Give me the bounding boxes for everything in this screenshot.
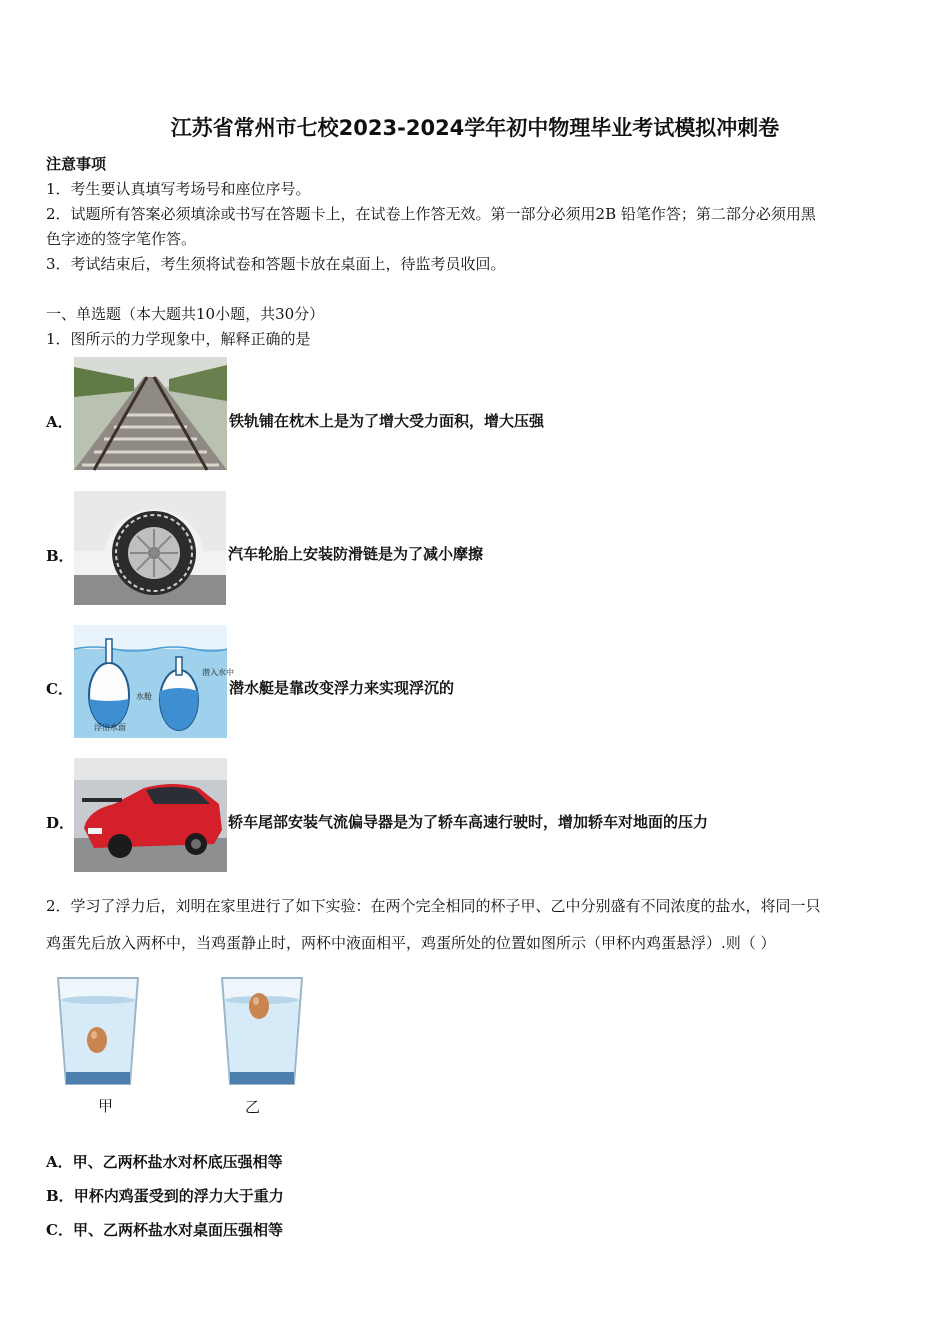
submarine-diagram-image xyxy=(74,625,234,738)
cup-label-yi: 乙 xyxy=(245,1098,261,1116)
label-dive: 潜入水中 xyxy=(202,668,234,677)
cup-jia-image xyxy=(54,972,142,1088)
question-2-stem-line-1: 2．学习了浮力后，刘明在家里进行了如下实验：在两个完全相同的杯子甲、乙中分别盛有不同浓度的盐水，将同一只 xyxy=(46,897,821,915)
option-b-text: 汽车轮胎上安装防滑链是为了减小摩擦 xyxy=(228,545,484,563)
section-heading: 一、单选题（本大题共10小题，共30分） xyxy=(46,305,325,323)
railway-track-image xyxy=(74,357,227,470)
option-d-letter: D． xyxy=(46,814,75,832)
option-b-letter: B． xyxy=(46,547,74,565)
cup-yi-image xyxy=(219,972,305,1088)
option-a-text: 铁轨铺在枕木上是为了增大受力面积，增大压强 xyxy=(229,412,545,430)
option-d-text: 轿车尾部安装气流偏导器是为了轿车高速行驶时，增加轿车对地面的压力 xyxy=(228,813,709,831)
q2-option-c-letter: C． xyxy=(46,1221,73,1239)
label-surface: 浮出水面 xyxy=(94,723,126,732)
sports-car-image xyxy=(74,758,227,872)
option-a-letter: A． xyxy=(46,413,73,431)
question-1-stem: 1．图所示的力学现象中，解释正确的是 xyxy=(46,330,311,348)
q2-option-b xyxy=(46,1185,284,1206)
question-2-stem-line-2: 鸡蛋先后放入两杯中，当鸡蛋静止时，两杯中液面相平，鸡蛋所处的位置如图所示（甲杯内鸡蛋悬浮）.则（ ） xyxy=(46,934,776,952)
q2-option-b-text: 甲杯内鸡蛋受到的浮力大于重力 xyxy=(73,1187,284,1205)
q2-option-a-text: 甲、乙两杯盐水对杯底压强相等 xyxy=(72,1153,283,1171)
q2-option-c xyxy=(46,1219,283,1240)
option-c-text: 潜水艇是靠改变浮力来实现浮沉的 xyxy=(229,679,455,697)
tire-chain-image xyxy=(74,491,226,605)
label-ballast-tank: 水舱 xyxy=(136,692,152,701)
q2-option-c-text: 甲、乙两杯盐水对桌面压强相等 xyxy=(72,1221,283,1239)
q2-option-a-letter: A． xyxy=(46,1153,73,1171)
option-c-letter: C． xyxy=(46,680,73,698)
notice-item-2-line-2: 色字迹的签字笔作答。 xyxy=(46,230,197,248)
notice-item-3: 3．考试结束后，考生须将试卷和答题卡放在桌面上，待监考员收回。 xyxy=(46,255,506,273)
cup-label-jia: 甲 xyxy=(98,1097,114,1115)
notice-heading: 注意事项 xyxy=(46,155,107,173)
q2-option-a xyxy=(46,1151,283,1172)
q2-option-b-letter: B． xyxy=(46,1187,74,1205)
notice-item-2-line-1: 2．试题所有答案必须填涂或书写在答题卡上，在试卷上作答无效。第一部分必须用2B 铅笔作答；第二部分必须用黑 xyxy=(46,205,816,223)
notice-item-1: 1．考生要认真填写考场号和座位序号。 xyxy=(46,180,311,198)
page-title: 江苏省常州市七校2023-2024学年初中物理毕业考试模拟冲刺卷 xyxy=(170,116,780,140)
